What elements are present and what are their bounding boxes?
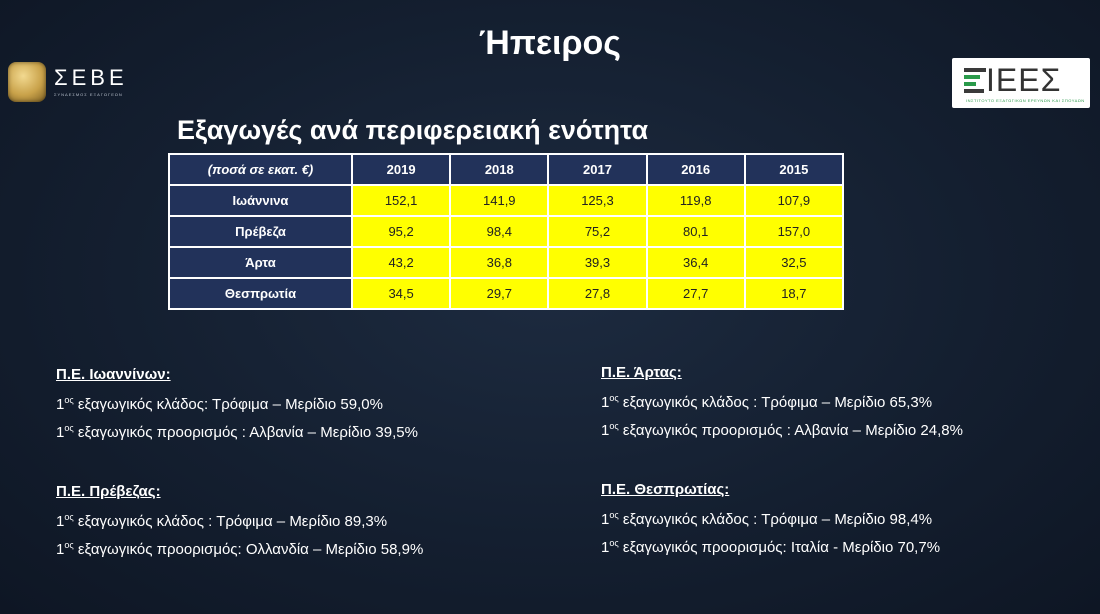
value-cell: 80,1 <box>647 216 745 247</box>
ordinal-suffix: ος <box>64 540 74 550</box>
section-heading: Π.Ε. Πρέβεζας: <box>56 483 161 500</box>
year-header: 2016 <box>647 154 745 185</box>
destination-line <box>601 421 963 439</box>
section-subtitle: Εξαγωγές ανά περιφερειακή ενότητα <box>177 115 649 145</box>
sector-text: εξαγωγικός κλάδος : Τρόφιμα – Μερίδιο 98,4% <box>622 511 933 528</box>
value-cell: 98,4 <box>450 216 548 247</box>
ordinal: 1 <box>601 422 610 439</box>
value-cell: 18,7 <box>745 278 843 309</box>
ordinal-suffix: ος <box>609 538 619 548</box>
ordinal-suffix: ος <box>64 423 74 433</box>
table-row <box>169 278 843 309</box>
seve-seal-icon <box>8 62 46 102</box>
table-row <box>169 216 843 247</box>
thesprotia-summary <box>601 481 940 566</box>
year-header: 2018 <box>450 154 548 185</box>
ordinal: 1 <box>601 539 610 556</box>
value-cell: 125,3 <box>548 185 646 216</box>
destination-text: εξαγωγικός προορισμός : Αλβανία – Μερίδιο 24,8% <box>622 422 963 439</box>
value-cell: 36,4 <box>647 247 745 278</box>
unit-header: (ποσά σε εκατ. €) <box>169 154 352 185</box>
table-row <box>169 247 843 278</box>
iees-bar <box>964 89 984 93</box>
table-header-row <box>169 154 843 185</box>
section-heading: Π.Ε. Άρτας: <box>601 364 682 381</box>
ordinal: 1 <box>601 394 610 411</box>
sector-text: εξαγωγικός κλάδος: Τρόφιμα – Μερίδιο 59,0% <box>77 396 383 413</box>
destination-line <box>601 538 940 556</box>
value-cell: 152,1 <box>352 185 450 216</box>
destination-text: εξαγωγικός προορισμός : Αλβανία – Μερίδιο 39,5% <box>77 424 418 441</box>
section-heading: Π.Ε. Ιωαννίνων: <box>56 366 171 383</box>
ordinal-suffix: ος <box>609 421 619 431</box>
ordinal-suffix: ος <box>64 395 74 405</box>
iees-brand: ΙΕΕΣ <box>986 62 1062 98</box>
value-cell: 157,0 <box>745 216 843 247</box>
ordinal: 1 <box>56 396 65 413</box>
region-name: Θεσπρωτία <box>169 278 352 309</box>
value-cell: 32,5 <box>745 247 843 278</box>
ordinal: 1 <box>56 513 65 530</box>
seve-brand: ΣΕΒΕ <box>54 65 128 90</box>
ioannina-summary <box>56 366 418 451</box>
value-cell: 29,7 <box>450 278 548 309</box>
value-cell: 34,5 <box>352 278 450 309</box>
value-cell: 27,7 <box>647 278 745 309</box>
seve-logo <box>8 62 128 102</box>
value-cell: 43,2 <box>352 247 450 278</box>
ordinal: 1 <box>56 424 65 441</box>
value-cell: 39,3 <box>548 247 646 278</box>
year-header: 2019 <box>352 154 450 185</box>
table-row <box>169 185 843 216</box>
value-cell: 119,8 <box>647 185 745 216</box>
destination-text: εξαγωγικός προορισμός: Ολλανδία – Μερίδιο 58,9% <box>77 541 424 558</box>
year-header: 2015 <box>745 154 843 185</box>
iees-bar <box>964 68 986 72</box>
sector-line <box>601 393 963 411</box>
ordinal-suffix: ος <box>609 510 619 520</box>
section-heading: Π.Ε. Θεσπρωτίας: <box>601 481 730 498</box>
sector-text: εξαγωγικός κλάδος : Τρόφιμα – Μερίδιο 65,3% <box>622 394 933 411</box>
slide-title: Ήπειρος <box>479 24 621 62</box>
sector-line <box>56 512 423 530</box>
sector-line <box>601 510 940 528</box>
iees-bar <box>964 75 980 79</box>
iees-subtitle: ΙΝΣΤΙΤΟΥΤΟ ΕΞΑΓΩΓΙΚΩΝ ΕΡΕΥΝΩΝ ΚΑΙ ΣΠΟΥΔΩΝ <box>966 98 1085 103</box>
value-cell: 75,2 <box>548 216 646 247</box>
ordinal: 1 <box>601 511 610 528</box>
year-header: 2017 <box>548 154 646 185</box>
destination-line <box>56 540 423 558</box>
value-cell: 141,9 <box>450 185 548 216</box>
iees-logo <box>952 58 1090 108</box>
exports-table <box>168 153 844 310</box>
sector-text: εξαγωγικός κλάδος : Τρόφιμα – Μερίδιο 89,3% <box>77 513 388 530</box>
iees-bar <box>964 82 976 86</box>
seve-subtitle: ΣΥΝΔΕΣΜΟΣ ΕΞΑΓΩΓΕΩΝ <box>54 92 123 97</box>
ordinal: 1 <box>56 541 65 558</box>
region-name: Άρτα <box>169 247 352 278</box>
preveza-summary <box>56 483 423 568</box>
value-cell: 95,2 <box>352 216 450 247</box>
sector-line <box>56 395 418 413</box>
ordinal-suffix: ος <box>609 393 619 403</box>
value-cell: 107,9 <box>745 185 843 216</box>
value-cell: 27,8 <box>548 278 646 309</box>
destination-line <box>56 423 418 441</box>
value-cell: 36,8 <box>450 247 548 278</box>
ordinal-suffix: ος <box>64 512 74 522</box>
region-name: Πρέβεζα <box>169 216 352 247</box>
arta-summary <box>601 364 963 449</box>
destination-text: εξαγωγικός προορισμός: Ιταλία - Μερίδιο 70,7% <box>622 539 941 556</box>
region-name: Ιωάννινα <box>169 185 352 216</box>
